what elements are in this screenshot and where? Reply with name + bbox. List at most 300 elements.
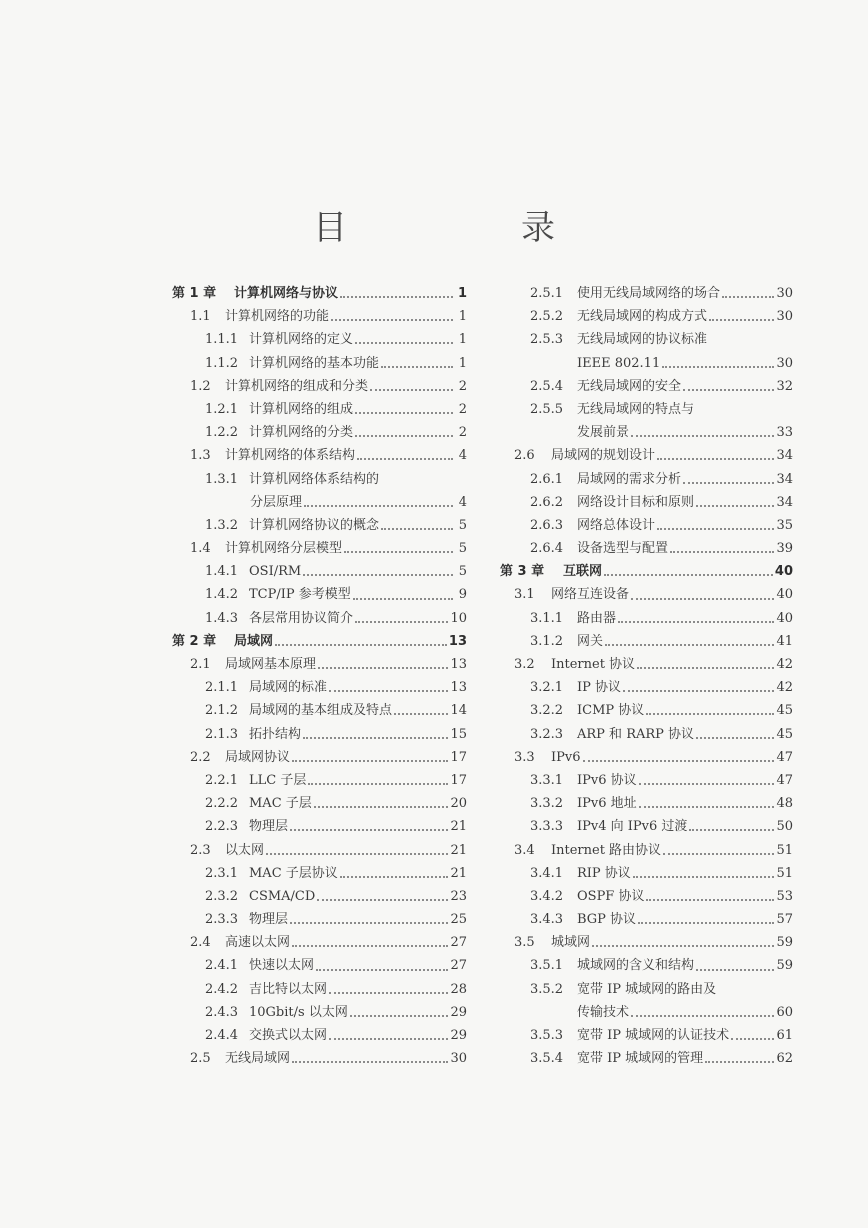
toc-entry[interactable] <box>172 282 467 305</box>
toc-entry-number: 2.3 <box>190 842 211 858</box>
toc-entry-number: 2.6.3 <box>530 517 564 533</box>
dot-leader <box>683 388 774 391</box>
toc-entry[interactable] <box>500 583 793 606</box>
toc-entry[interactable] <box>500 815 793 838</box>
toc-entry[interactable] <box>500 352 793 375</box>
toc-entry[interactable] <box>500 839 793 862</box>
dot-leader <box>303 573 453 576</box>
toc-entry-number: 3.2.2 <box>530 703 564 719</box>
toc-entry-page: 1 <box>457 286 467 301</box>
dot-leader <box>355 434 453 437</box>
toc-entry-page: 21 <box>450 842 467 858</box>
toc-entry-number: 3.5.4 <box>530 1051 564 1067</box>
toc-entry-page: 30 <box>776 309 793 325</box>
toc-entry[interactable] <box>500 514 793 537</box>
toc-entry[interactable] <box>172 421 467 444</box>
toc-entry-page: 47 <box>776 749 793 765</box>
dot-leader <box>329 991 448 994</box>
toc-entry-page: 29 <box>450 1028 467 1043</box>
toc-entry[interactable] <box>172 607 467 630</box>
toc-entry-number: 2.3.2 <box>205 888 239 904</box>
toc-entry-title: IPv6 地址 <box>577 796 637 812</box>
dot-leader <box>633 875 775 878</box>
dot-leader <box>355 620 448 623</box>
toc-entry-number: 2.4.4 <box>205 1028 239 1043</box>
toc-entry[interactable] <box>172 723 467 746</box>
toc-entry-page: 61 <box>776 1028 793 1043</box>
toc-entry-number: 2.2.1 <box>205 772 239 788</box>
toc-entry-page: 39 <box>776 541 793 557</box>
toc-entry-page: 30 <box>776 355 793 371</box>
toc-entry-page: 23 <box>450 888 467 904</box>
toc-entry[interactable] <box>172 769 467 792</box>
toc-entry[interactable] <box>172 676 467 699</box>
toc-entry-number: 3.3.2 <box>530 796 564 812</box>
toc-entry-page: 40 <box>774 564 793 580</box>
toc-entry-title: MAC 子层协议 <box>249 865 338 881</box>
toc-entry-number: 2.4.2 <box>205 981 239 997</box>
toc-entry-title: IP 协议 <box>577 680 622 696</box>
toc-entry[interactable] <box>500 978 793 1001</box>
dot-leader <box>731 1037 774 1040</box>
toc-entry-title: 局域网的需求分析 <box>577 471 682 487</box>
toc-entry-number: 3.5.3 <box>530 1028 564 1043</box>
dot-leader <box>340 875 449 878</box>
toc-entry[interactable] <box>172 954 467 977</box>
toc-entry-title: CSMA/CD <box>249 888 316 904</box>
dot-leader <box>355 411 453 414</box>
toc-entry-page: 4 <box>458 448 467 464</box>
toc-entry-page: 15 <box>450 726 467 742</box>
toc-entry-title: 网络互连设备 <box>551 587 630 603</box>
toc-entry-number: 1.3.1 <box>205 471 239 487</box>
toc-entry-title: 互联网 <box>563 564 603 580</box>
dot-leader <box>304 504 453 507</box>
toc-entry[interactable] <box>172 1024 467 1047</box>
toc-entry-title: 计算机网络体系结构的 <box>249 471 380 487</box>
toc-entry[interactable] <box>172 375 467 398</box>
toc-entry-title: IPv4 向 IPv6 过渡 <box>577 819 688 835</box>
toc-entry-page: 60 <box>776 1004 793 1020</box>
toc-entry-title: 计算机网络的体系结构 <box>225 448 356 464</box>
toc-entry-page: 34 <box>776 448 793 464</box>
toc-entry-number: 2.5.2 <box>530 309 564 325</box>
toc-entry-number: 3.2 <box>514 657 535 672</box>
toc-entry-number: 2.1.2 <box>205 703 239 719</box>
toc-entry-page: 21 <box>450 819 467 835</box>
toc-entry-number: 2.6.2 <box>530 494 564 510</box>
toc-entry-number: 2.5.3 <box>530 332 564 348</box>
toc-entry[interactable] <box>500 908 793 931</box>
toc-entry[interactable] <box>172 978 467 1001</box>
dot-leader <box>623 689 774 692</box>
toc-entry-page: 27 <box>450 935 467 951</box>
toc-entry-number: 2.2.2 <box>205 796 239 812</box>
toc-entry[interactable] <box>172 908 467 931</box>
toc-entry-page: 34 <box>776 471 793 487</box>
dot-leader <box>355 341 453 344</box>
dot-leader <box>317 898 448 901</box>
dot-leader <box>344 550 453 553</box>
toc-entry-title: 设备选型与配置 <box>577 541 669 557</box>
toc-entry-number: 3.1 <box>514 587 535 603</box>
toc-entry-page: 20 <box>450 796 467 812</box>
toc-entry[interactable] <box>500 746 793 769</box>
toc-entry-page: 40 <box>776 610 793 626</box>
toc-entry-title: 无线局域网的安全 <box>577 378 682 394</box>
dot-leader <box>696 504 774 507</box>
dot-leader <box>318 666 448 669</box>
toc-entry-title: 城域网的含义和结构 <box>577 958 695 974</box>
toc-entry-page: 45 <box>776 703 793 719</box>
toc-entry-page: 32 <box>776 378 793 394</box>
dot-leader <box>331 318 453 321</box>
toc-entry-title: 网络设计目标和原则 <box>577 494 695 510</box>
toc-entry[interactable] <box>500 421 793 444</box>
toc-entry-number: 3.5.2 <box>530 981 564 997</box>
dot-leader <box>696 968 774 971</box>
toc-entry-number: 1.4.1 <box>205 564 239 580</box>
toc-entry[interactable] <box>500 1024 793 1047</box>
toc-entry[interactable] <box>172 862 467 885</box>
toc-entry-title: 拓扑结构 <box>249 726 302 742</box>
dot-leader <box>670 550 774 553</box>
toc-entry-number: 3.4 <box>514 842 535 858</box>
toc-entry-page: 59 <box>776 958 793 974</box>
dot-leader <box>631 1014 774 1017</box>
toc-entry[interactable] <box>172 514 467 537</box>
toc-entry[interactable] <box>172 839 467 862</box>
toc-entry-title: 传输技术 <box>577 1004 630 1020</box>
toc-entry-number: 2.5.4 <box>530 378 564 394</box>
toc-entry[interactable] <box>500 769 793 792</box>
toc-entry-title: 宽带 IP 城域网的管理 <box>577 1051 704 1067</box>
toc-entry-title: 无线局域网 <box>225 1051 291 1067</box>
toc-entry[interactable] <box>500 560 793 583</box>
dot-leader <box>308 782 448 785</box>
toc-entry-number: 1.4.3 <box>205 610 239 626</box>
toc-entry[interactable] <box>500 723 793 746</box>
toc-entry[interactable] <box>500 931 793 954</box>
dot-leader <box>631 597 774 600</box>
toc-entry-page: 40 <box>776 587 793 603</box>
toc-entry-title: 局域网协议 <box>225 749 291 765</box>
toc-entry[interactable] <box>500 444 793 467</box>
dot-leader <box>657 527 774 530</box>
toc-entry-number: 1.1.1 <box>205 332 239 348</box>
dot-leader <box>316 968 448 971</box>
dot-leader <box>639 805 775 808</box>
dot-leader <box>292 1060 448 1063</box>
toc-entry-number: 3.3 <box>514 749 535 765</box>
toc-entry[interactable] <box>500 676 793 699</box>
toc-entry-title: OSI/RM <box>249 564 302 580</box>
toc-entry-title: 计算机网络协议的概念 <box>249 517 380 533</box>
toc-entry-page: 30 <box>450 1051 467 1067</box>
toc-entry-number: 2.6 <box>514 448 535 464</box>
dot-leader <box>618 620 774 623</box>
toc-entry-number: 第 1 章 <box>172 286 217 301</box>
toc-entry[interactable] <box>500 862 793 885</box>
toc-entry[interactable] <box>172 537 467 560</box>
toc-entry-title: 宽带 IP 城域网的路由及 <box>577 981 717 997</box>
toc-entry-page: 50 <box>776 819 793 835</box>
toc-entry-title: 无线局域网的协议标准 <box>577 332 708 348</box>
toc-entry-title: 交换式以太网 <box>249 1028 328 1043</box>
dot-leader <box>605 643 774 646</box>
dot-leader <box>722 295 774 298</box>
toc-entry-title: 计算机网络的功能 <box>225 309 330 325</box>
toc-entry[interactable] <box>500 328 793 351</box>
toc-entry-page: 42 <box>776 657 793 672</box>
toc-entry-page: 5 <box>458 564 467 580</box>
toc-entry[interactable] <box>500 954 793 977</box>
toc-entry-number: 2.6.4 <box>530 541 564 557</box>
toc-entry-page: 48 <box>776 796 793 812</box>
toc-entry-title: 各层常用协议简介 <box>249 610 354 626</box>
toc-entry-title: 快速以太网 <box>249 958 315 974</box>
dot-leader <box>314 805 449 808</box>
toc-entry-title: 路由器 <box>577 610 617 626</box>
dot-leader <box>646 712 774 715</box>
toc-entry-page: 5 <box>458 517 467 533</box>
toc-entry[interactable] <box>172 746 467 769</box>
toc-entry[interactable] <box>500 630 793 653</box>
toc-entry-number: 1.2.2 <box>205 425 239 441</box>
toc-entry-title: TCP/IP 参考模型 <box>249 587 351 603</box>
dot-leader <box>663 852 774 855</box>
toc-entry-page: 41 <box>776 633 793 649</box>
toc-entry-title: IPv6 <box>551 749 581 765</box>
dot-leader <box>290 828 448 831</box>
toc-entry-number: 3.2.1 <box>530 680 564 696</box>
toc-entry-title: 网络总体设计 <box>577 517 656 533</box>
toc-entry-number: 第 3 章 <box>500 564 545 580</box>
toc-entry-number: 2.4 <box>190 935 211 951</box>
toc-entry[interactable] <box>172 1001 467 1024</box>
toc-entry-number: 2.1 <box>190 657 211 672</box>
toc-entry[interactable] <box>172 653 467 676</box>
toc-entry-page: 51 <box>776 865 793 881</box>
toc-entry[interactable] <box>500 468 793 491</box>
dot-leader <box>275 643 447 646</box>
toc-entry[interactable] <box>172 1047 467 1070</box>
toc-entry[interactable] <box>500 491 793 514</box>
toc-entry-page: 35 <box>776 517 793 533</box>
toc-entry-page: 2 <box>458 401 467 417</box>
toc-entry[interactable] <box>500 653 793 676</box>
toc-entry-title: 无线局域网的构成方式 <box>577 309 708 325</box>
toc-entry-title: 网关 <box>577 633 604 649</box>
toc-entry-title: 发展前景 <box>577 425 630 441</box>
toc-entry[interactable] <box>172 305 467 328</box>
toc-entry[interactable] <box>500 305 793 328</box>
dot-leader <box>292 759 448 762</box>
toc-entry-number: 3.4.2 <box>530 888 564 904</box>
toc-entry[interactable] <box>500 398 793 421</box>
toc-entry[interactable] <box>500 792 793 815</box>
dot-leader <box>639 782 775 785</box>
toc-entry[interactable] <box>172 885 467 908</box>
toc-entry-page: 2 <box>458 378 467 394</box>
toc-entry-page: 17 <box>450 749 467 765</box>
toc-entry-page: 21 <box>450 865 467 881</box>
dot-leader <box>583 759 775 762</box>
toc-entry-number: 3.2.3 <box>530 726 564 742</box>
toc-entry-title: 分层原理 <box>250 494 303 510</box>
toc-entry-page: 14 <box>450 703 467 719</box>
toc-entry-page: 62 <box>776 1051 793 1067</box>
dot-leader <box>683 481 774 484</box>
toc-entry-number: 3.5 <box>514 935 535 951</box>
toc-entry-page: 5 <box>458 541 467 557</box>
toc-entry-title: 使用无线局域网络的场合 <box>577 286 721 301</box>
toc-entry-title: 物理层 <box>249 819 289 835</box>
toc-entry-title: 局域网的规划设计 <box>551 448 656 464</box>
toc-entry-page: 34 <box>776 494 793 510</box>
toc-entry-title: 计算机网络的分类 <box>249 425 354 441</box>
toc-entry-title: 局域网 <box>234 633 274 649</box>
toc-entry-number: 1.3 <box>190 448 211 464</box>
toc-entry-number: 3.4.1 <box>530 865 564 881</box>
dot-leader <box>357 457 453 460</box>
toc-entry-title: Internet 协议 <box>551 657 636 672</box>
toc-entry-page: 33 <box>776 425 793 441</box>
dot-leader <box>266 852 448 855</box>
toc-entry-page: 27 <box>450 958 467 974</box>
toc-entry-page: 1 <box>458 355 467 371</box>
dot-leader <box>340 295 453 298</box>
dot-leader <box>303 736 448 739</box>
toc-entry-number: 1.4.2 <box>205 587 239 603</box>
dot-leader <box>646 898 774 901</box>
dot-leader <box>381 527 453 530</box>
toc-entry-page: 29 <box>450 1004 467 1020</box>
toc-entry-number: 1.2 <box>190 378 211 394</box>
toc-entry[interactable] <box>500 1001 793 1024</box>
toc-entry-page: 17 <box>450 772 467 788</box>
toc-entry[interactable] <box>500 699 793 722</box>
dot-leader <box>637 666 774 669</box>
dot-leader <box>370 388 453 391</box>
toc-entry-number: 3.3.1 <box>530 772 564 788</box>
toc-entry-title: 宽带 IP 城域网的认证技术 <box>577 1028 730 1043</box>
toc-entry-number: 2.4.1 <box>205 958 239 974</box>
toc-entry[interactable] <box>500 537 793 560</box>
toc-entry-title: 计算机网络的组成 <box>249 401 354 417</box>
dot-leader <box>662 365 774 368</box>
toc-entry-number: 1.4 <box>190 541 211 557</box>
toc-entry-number: 2.3.1 <box>205 865 239 881</box>
toc-entry[interactable] <box>172 398 467 421</box>
toc-entry[interactable] <box>172 792 467 815</box>
toc-entry[interactable] <box>172 931 467 954</box>
toc-entry-title: OSPF 协议 <box>577 888 645 904</box>
toc-entry[interactable] <box>172 699 467 722</box>
toc-entry[interactable] <box>172 630 467 653</box>
toc-entry[interactable] <box>500 282 793 305</box>
toc-entry-page: 13 <box>450 680 467 696</box>
dot-leader <box>604 573 773 576</box>
toc-entry-number: 2.2.3 <box>205 819 239 835</box>
toc-entry-page: 9 <box>458 587 467 603</box>
toc-entry-page: 51 <box>776 842 793 858</box>
toc-entry-title: 计算机网络的定义 <box>249 332 354 348</box>
toc-entry-page: 53 <box>776 888 793 904</box>
toc-entry-number: 2.6.1 <box>530 471 564 487</box>
dot-leader <box>353 597 453 600</box>
toc-entry-number: 2.5.5 <box>530 401 564 417</box>
toc-entry-page: 57 <box>776 912 793 928</box>
toc-entry-number: 3.1.2 <box>530 633 564 649</box>
toc-entry-page: 2 <box>458 425 467 441</box>
toc-entry-page: 30 <box>776 286 793 301</box>
dot-leader <box>657 457 774 460</box>
toc-entry-title: 计算机网络的组成和分类 <box>225 378 369 394</box>
toc-entry-page: 25 <box>450 912 467 928</box>
dot-leader <box>329 689 448 692</box>
dot-leader <box>592 944 774 947</box>
dot-leader <box>689 828 774 831</box>
toc-entry-number: 2.2 <box>190 749 211 765</box>
toc-entry[interactable] <box>172 815 467 838</box>
toc-entry-title: Internet 路由协议 <box>551 842 662 858</box>
toc-entry[interactable] <box>172 444 467 467</box>
toc-entry-title: 计算机网络分层模型 <box>225 541 343 557</box>
dot-leader <box>638 921 774 924</box>
toc-entry-title: 以太网 <box>225 842 265 858</box>
toc-entry-number: 1.1 <box>190 309 211 325</box>
toc-entry-title: 无线局域网的特点与 <box>577 401 695 417</box>
toc-entry-number: 2.4.3 <box>205 1004 239 1020</box>
toc-entry-number: 1.1.2 <box>205 355 239 371</box>
toc-entry[interactable] <box>500 375 793 398</box>
toc-entry-title: 城域网 <box>551 935 591 951</box>
toc-entry-page: 13 <box>448 633 467 649</box>
toc-entry[interactable] <box>172 560 467 583</box>
toc-entry-title: 局域网基本原理 <box>225 657 317 672</box>
toc-entry[interactable] <box>500 1047 793 1070</box>
toc-entry[interactable] <box>172 352 467 375</box>
toc-entry-page: 59 <box>776 935 793 951</box>
toc-entry-title: RIP 协议 <box>577 865 631 881</box>
toc-entry-title: 吉比特以太网 <box>249 981 328 997</box>
toc-entry-number: 2.1.3 <box>205 726 239 742</box>
dot-leader <box>709 318 774 321</box>
dot-leader <box>381 365 453 368</box>
dot-leader <box>705 1060 774 1063</box>
toc-entry-title: ICMP 协议 <box>577 703 645 719</box>
toc-entry[interactable] <box>500 607 793 630</box>
toc-left-column <box>172 282 467 1070</box>
toc-entry-title: ARP 和 RARP 协议 <box>577 726 695 742</box>
dot-leader <box>631 434 774 437</box>
toc-entry-page: 42 <box>776 680 793 696</box>
toc-entry-title: 计算机网络与协议 <box>234 286 339 301</box>
dot-leader <box>394 712 448 715</box>
toc-entry-title: MAC 子层 <box>249 796 312 812</box>
toc-entry-number: 1.3.2 <box>205 517 239 533</box>
dot-leader <box>329 1037 448 1040</box>
toc-entry[interactable] <box>172 328 467 351</box>
toc-entry[interactable] <box>500 885 793 908</box>
toc-entry-number: 2.5 <box>190 1051 211 1067</box>
toc-entry[interactable] <box>172 583 467 606</box>
toc-entry-title: LLC 子层 <box>249 772 307 788</box>
toc-entry-title: 物理层 <box>249 912 289 928</box>
toc-entry[interactable] <box>172 468 467 491</box>
toc-entry[interactable] <box>172 491 467 514</box>
